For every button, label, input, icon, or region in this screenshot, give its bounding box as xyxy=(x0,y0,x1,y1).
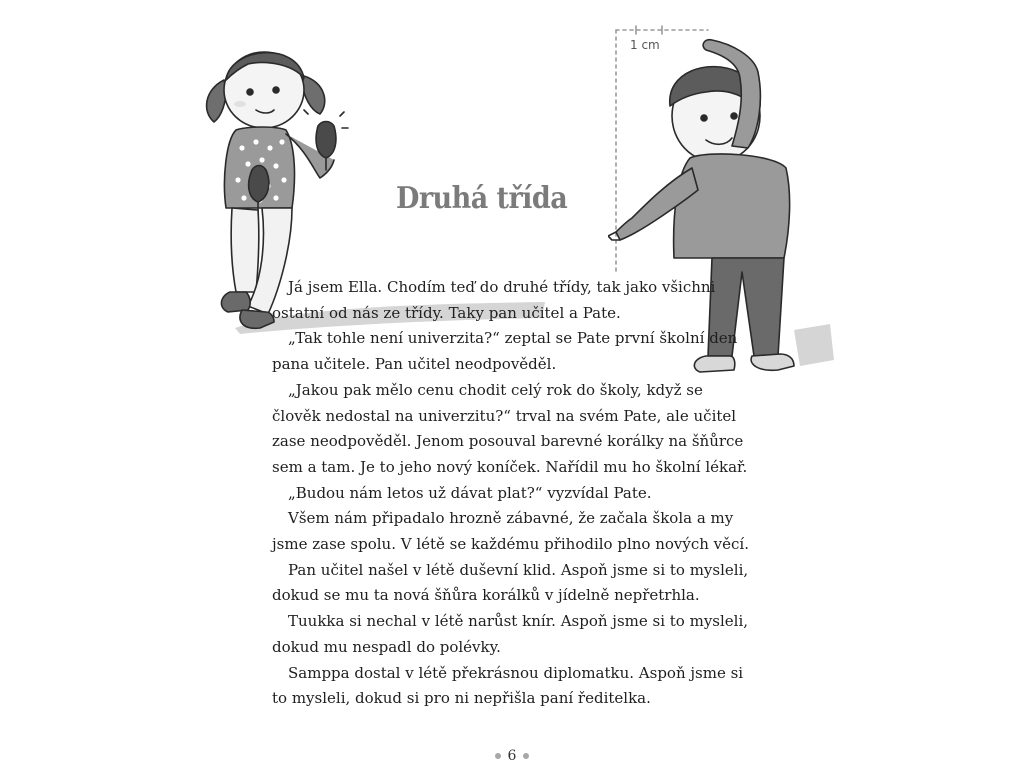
text-line: Tuukka si nechal v létě narůst knír. Aspoň jsme si to mysleli, xyxy=(288,612,749,631)
text-line: Samppa dostal v létě překrásnou diplomatku. Aspoň jsme si xyxy=(288,663,744,682)
paragraph xyxy=(272,481,752,507)
text-line: jsme zase spolu. V létě se každému přihodilo plno nových věcí. xyxy=(272,535,749,554)
paragraph xyxy=(272,326,752,377)
text-line: člověk nedostal na univerzitu?“ trval na svém Pate, ale učitel xyxy=(272,406,737,425)
text-line: sem a tam. Je to jeho nový koníček. Nařídil mu ho školní lékař. xyxy=(272,457,748,476)
paragraph xyxy=(272,275,752,326)
text-line: „Budou nám letos už dávat plat?“ vyzvídal Pate. xyxy=(288,483,652,502)
text-line: Já jsem Ella. Chodím teď do druhé třídy, tak jako všichni xyxy=(288,278,716,296)
text-line: pana učitele. Pan učitel neodpověděl. xyxy=(272,355,557,374)
text-line: zase neodpověděl. Jenom posouval barevné korálky na šňůrce xyxy=(272,432,744,451)
paragraph xyxy=(272,661,752,712)
ruler-label: 1 cm xyxy=(630,38,660,52)
text-line: to mysleli, dokud si pro ni nepřišla paní ředitelka. xyxy=(272,689,651,708)
text-line: ostatní od nás ze třídy. Taky pan učitel a Pate. xyxy=(272,303,621,322)
chapter-title: Druhá třída xyxy=(396,181,568,216)
text-line: Pan učitel našel v létě duševní klid. Aspoň jsme si to mysleli, xyxy=(288,560,749,579)
text-line: „Tak tohle není univerzita?“ zeptal se Pate první školní den xyxy=(288,329,738,348)
text-line: „Jakou pak mělo cenu chodit celý rok do školy, když se xyxy=(288,380,703,399)
paragraph xyxy=(272,609,752,660)
page-number-right-dot xyxy=(523,753,529,759)
page-number: 6 xyxy=(507,748,517,764)
page-number-left-dot xyxy=(495,753,501,759)
text-line: dokud se mu ta nová šňůra korálků v jídelně nepřetrhla. xyxy=(272,586,700,605)
page-number-footer xyxy=(486,746,538,766)
text-line: dokud mu nespadl do polévky. xyxy=(272,637,501,656)
chapter-body-text xyxy=(272,275,752,712)
text-line: Všem nám připadalo hrozně zábavné, že začala škola a my xyxy=(288,509,734,528)
paragraph xyxy=(272,378,752,481)
paragraph xyxy=(272,558,752,609)
paragraph xyxy=(272,506,752,557)
